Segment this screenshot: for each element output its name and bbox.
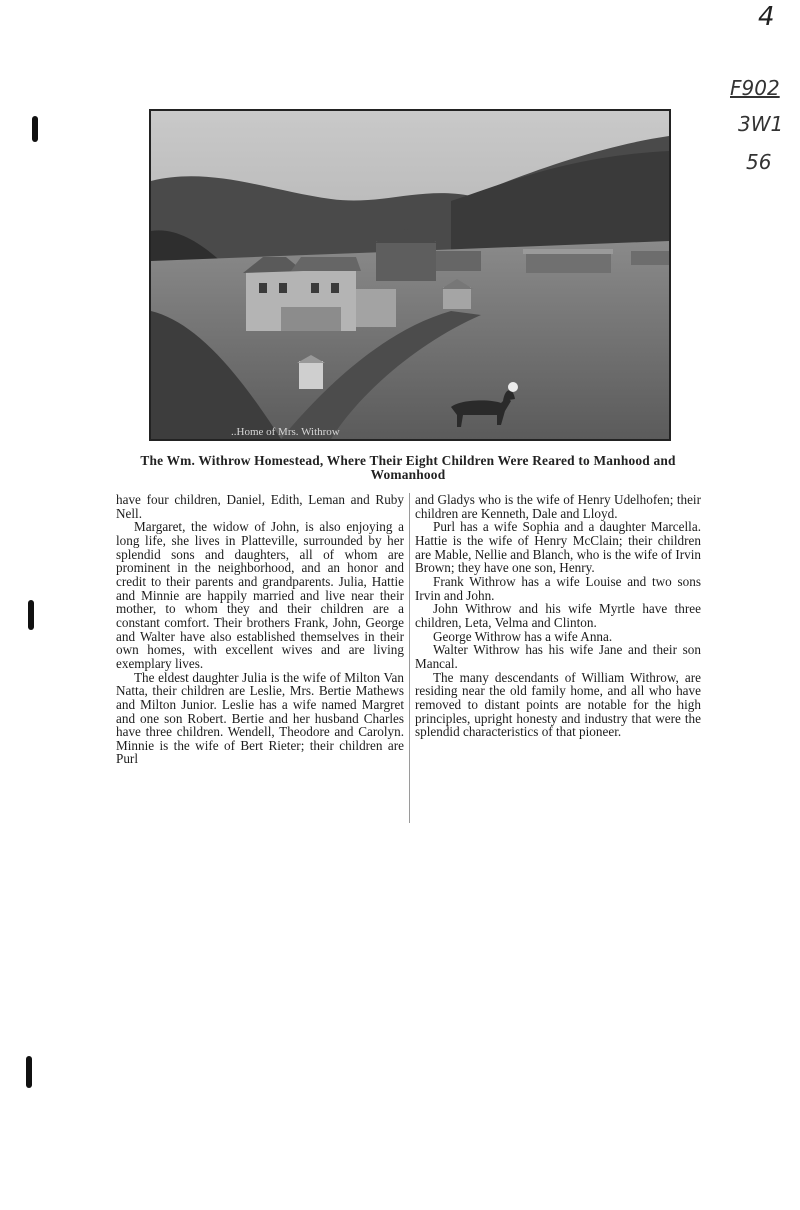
paragraph: Purl has a wife Sophia and a daughter Marcella. Hattie is the wife of Henry McClain; their children are Mable, Nellie and Blanch, who is the wife of Irvin Brown; they have one son, Henry. — [415, 519, 701, 576]
paragraph: The eldest daughter Julia is the wife of Milton Van Natta, their children are Leslie, Mrs. Bertie Mathews and Milton Junior. Leslie has a wife named Margret and one son Robert. Bertie and her husband Charles have three children. Wendell, Theodore and Carolyn. Minnie is the wife of Bert Rieter; their children are Purl — [116, 669, 404, 767]
margin-note-1: F902 — [730, 76, 780, 100]
right-column — [415, 493, 701, 739]
punch-hole-mark — [26, 1056, 32, 1088]
margin-note-2: 3W1 — [738, 112, 784, 136]
photo-caption: The Wm. Withrow Homestead, Where Their Eight Children Were Reared to Manhood and Womanhood — [140, 453, 676, 482]
homestead-photo-image — [151, 111, 669, 439]
punch-hole-mark — [28, 600, 34, 630]
margin-note-3: 56 — [746, 150, 772, 174]
paragraph: The many descendants of William Withrow, are residing near the old family home, and all who have removed to distant points are notable for the high principles, upright honesty and industry that were the splendid characteristics of that pioneer. — [415, 669, 701, 740]
paragraph: and Gladys who is the wife of Henry Udelhofen; their children are Kenneth, Dale and Lloyd. — [415, 492, 701, 521]
page-number: 4 — [758, 2, 775, 32]
paragraph: George Withrow has a wife Anna. — [433, 628, 613, 644]
paragraph: Walter Withrow has his wife Jane and their son Mancal. — [415, 642, 701, 671]
photo-inscription: ..Home of Mrs. Withrow — [231, 426, 340, 438]
column-divider — [409, 493, 410, 823]
homestead-photo — [149, 109, 671, 441]
paragraph: Frank Withrow has a wife Louise and two sons Irvin and John. — [415, 573, 701, 603]
paragraph: John Withrow and his wife Myrtle have three children, Leta, Velma and Clinton. — [415, 601, 701, 630]
punch-hole-mark — [32, 116, 38, 142]
left-column — [116, 493, 404, 766]
paragraph: have four children, Daniel, Edith, Leman and Ruby Nell. — [116, 492, 404, 521]
paragraph: Margaret, the widow of John, is also enjoying a long life, she lives in Platteville, surrounded by her splendid sons and daughters, all of whom are prominent in the neighborhood, and an honor and credit to their parents and grandparents. Julia, Hattie and Minnie are happily married and live near their mother, to whom they and their children are a constant comfort. Their brothers Frank, John, George and Walter have also established themselves in their own homes, with excellent wives and are living exemplary lives. — [116, 519, 404, 671]
